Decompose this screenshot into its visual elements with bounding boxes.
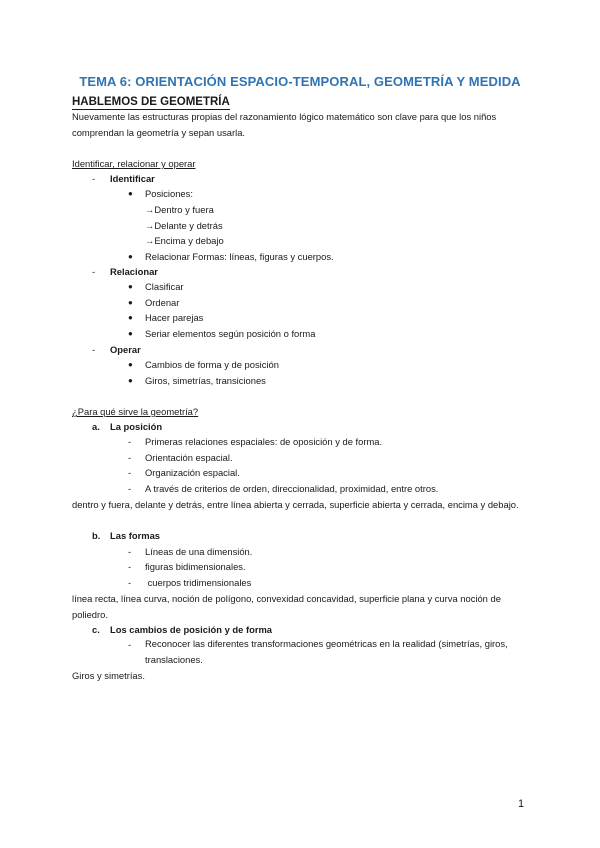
list-item: figuras bidimensionales. (145, 561, 246, 572)
dash-marker: - (92, 344, 96, 355)
document-title: TEMA 6: ORIENTACIÓN ESPACIO-TEMPORAL, GEOMETRÍA Y MEDIDA (79, 74, 521, 89)
bullet-icon: ● (128, 189, 133, 198)
dash-marker: - (92, 266, 96, 277)
bullet-icon: ● (128, 282, 133, 291)
dash-marker: - (128, 561, 132, 572)
c-marker: c. (92, 624, 100, 635)
bullet-icon: ● (128, 376, 133, 385)
section-heading: HABLEMOS DE GEOMETRÍA (72, 96, 230, 108)
list-item: Líneas de una dimensión. (145, 546, 253, 557)
list-item: Seriar elementos según posición o forma (145, 328, 316, 339)
relacionar-formas-item: Relacionar Formas: líneas, figuras y cuerpos. (145, 251, 334, 262)
bullet-icon: ● (128, 360, 133, 369)
a-marker: a. (92, 421, 100, 432)
dash-marker: - (128, 436, 132, 447)
c-note: Giros y simetrías. (72, 670, 145, 681)
dash-marker: - (128, 639, 132, 650)
page-number: 1 (518, 798, 525, 810)
bullet-icon: ● (128, 313, 133, 322)
list-item: Primeras relaciones espaciales: de oposición y de forma. (145, 436, 383, 447)
bullet-icon: ● (128, 298, 133, 307)
b-marker: b. (92, 530, 101, 541)
bullet-icon: ● (128, 252, 133, 261)
b-note: línea recta, línea curva, noción de polígono, convexidad concavidad, superficie plana y curva noción de poliedro. (72, 593, 501, 620)
a-note: dentro y fuera, delante y detrás, entre línea abierta y cerrada, superficie abierta y cerrada, encima y debajo. (72, 499, 519, 510)
dash-marker: - (92, 173, 96, 184)
dash-marker: - (128, 452, 132, 463)
section1-title: Identificar, relacionar y operar (72, 158, 196, 169)
relacionar-label: Relacionar (110, 266, 158, 277)
list-item: Clasificar (145, 281, 184, 292)
list-item: Ordenar (145, 297, 180, 308)
dash-marker: - (128, 467, 132, 478)
list-item: Organización espacial. (145, 467, 240, 478)
arrow-item: →Delante y detrás (145, 220, 223, 231)
dash-marker: - (128, 546, 132, 557)
bullet-icon: ● (128, 329, 133, 338)
list-item: Giros, simetrías, transiciones (145, 375, 266, 386)
list-item: cuerpos tridimensionales (145, 577, 252, 588)
dash-marker: - (128, 483, 132, 494)
list-item: Cambios de forma y de posición (145, 359, 279, 370)
list-item: A través de criterios de orden, direccionalidad, proximidad, entre otros. (145, 483, 439, 494)
operar-label: Operar (110, 344, 141, 355)
list-item: Hacer parejas (145, 312, 204, 323)
section2-title: ¿Para qué sirve la geometría? (72, 406, 199, 417)
arrow-item: →Dentro y fuera (145, 204, 214, 215)
posiciones-item: Posiciones: (145, 188, 193, 199)
list-item: Orientación espacial. (145, 452, 233, 463)
intro-paragraph: Nuevamente las estructuras propias del razonamiento lógico matemático son clave para que los niños comprendan la geometría y sepan usarla. (72, 111, 497, 138)
a-label: La posición (110, 421, 163, 432)
b-label: Las formas (110, 530, 161, 541)
identificar-label: Identificar (110, 173, 155, 184)
list-item: Reconocer las diferentes transformaciones geométricas en la realidad (simetrías, giros, translaciones. (145, 638, 508, 665)
dash-marker: - (128, 577, 132, 588)
c-label: Los cambios de posición y de forma (110, 624, 273, 635)
arrow-item: →Encima y debajo (145, 235, 224, 246)
